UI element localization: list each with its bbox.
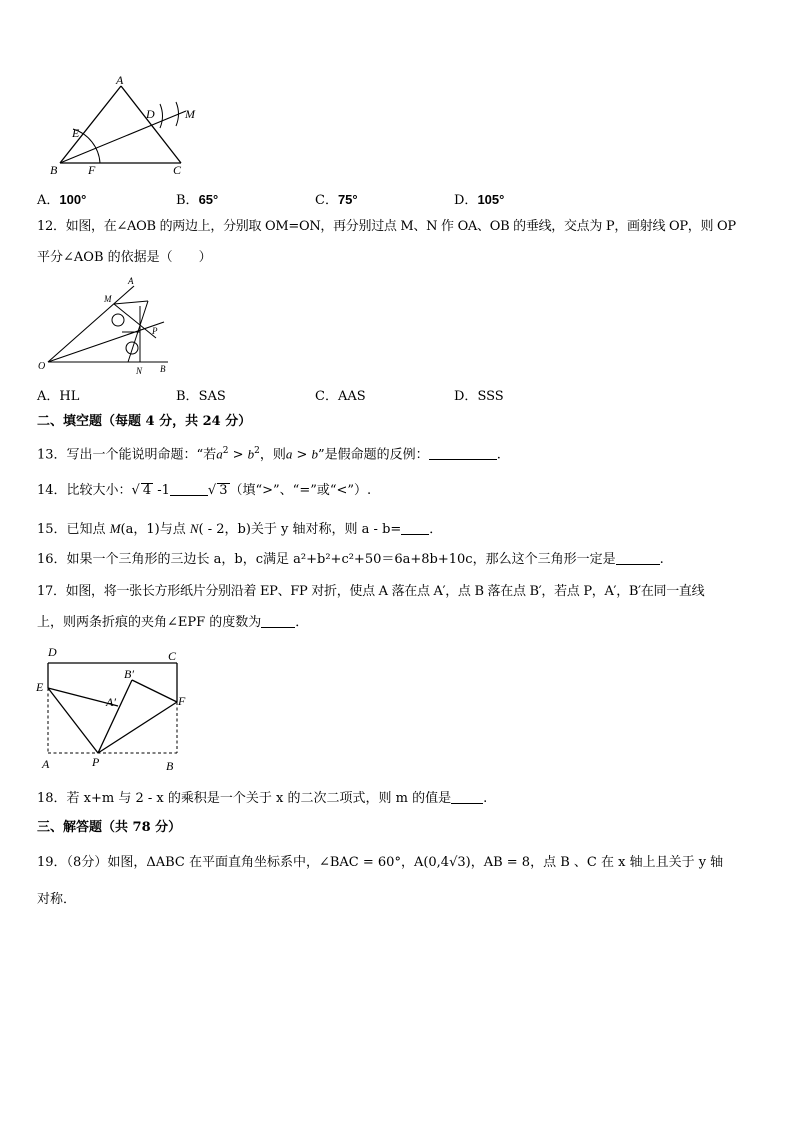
q17-line-2: 上，则两条折痕的夹角∠EPF 的度数为 ． — [37, 615, 309, 630]
q12-line-1: 12．如图，在∠AOB 的两边上，分别取 OM=ON，再分别过点 M、N 作 OA、OB 的垂线，交点为 P，画射线 OP，则 OP — [37, 219, 736, 234]
fig17-label-a: A — [42, 757, 50, 771]
q11-option-c: C．75° — [315, 192, 358, 208]
q11-option-d: D．105° — [454, 192, 505, 208]
section-3-heading: 三、解答题（共 78 分） — [37, 820, 182, 835]
fig17-label-f: F — [178, 694, 186, 708]
q11-option-b: B．65° — [176, 192, 219, 208]
fig11-label-c: C — [173, 163, 182, 177]
q19-line-1: 19．（8分）如图，ΔABC 在平面直角坐标系中，∠BAC = 60°，A(0,4√3)，AB = 8，点 B 、C 在 x 轴上且关于 y 轴 — [37, 855, 724, 870]
fig11-label-b: B — [50, 163, 58, 177]
q12-option-c: C．AAS — [315, 389, 366, 404]
question-13: 13．写出一个能说明命题：“若$a^2 > b^2$，则a > b”是假命题的反例： . — [37, 446, 501, 463]
fig12-label-b: B — [160, 364, 166, 374]
fig11-label-e: E — [72, 126, 80, 140]
fig12-label-m: M — [104, 294, 112, 304]
q11-option-a: A．100° — [37, 192, 87, 208]
q15-answer-blank — [401, 521, 429, 535]
figure-11-triangle — [48, 74, 208, 182]
q16-answer-blank — [616, 551, 660, 565]
figure-12-angle — [36, 276, 176, 378]
figure-17-folded-rectangle — [34, 644, 194, 776]
q12-option-a: A．HL — [37, 389, 80, 404]
fig11-label-a: A — [116, 74, 124, 87]
q19-line-2: 对称． — [37, 892, 77, 907]
q12-option-b: B．SAS — [176, 389, 226, 404]
fig17-label-p: P — [92, 755, 100, 769]
fig11-label-f: F — [88, 163, 96, 177]
q17-line-1: 17．如图，将一张长方形纸片分别沿着 EP、FP 对折，使点 A 落在点 A′，点 B 落在点 B′，若点 P，A′，B′在同一直线 — [37, 584, 705, 599]
fig17-label-b: B — [166, 759, 174, 773]
question-15: 15．已知点 M(a，1)与点 N( - 2，b)关于 y 轴对称，则 a - b= ． — [37, 521, 443, 537]
fig11-label-m: M — [185, 107, 195, 121]
fig17-label-b-prime: B′ — [124, 667, 134, 681]
fig11-label-d: D — [146, 107, 155, 121]
q18-answer-blank — [451, 790, 483, 804]
fig17-label-a-prime: A′ — [106, 695, 116, 709]
fig12-label-p: P — [152, 326, 158, 336]
fig17-label-c: C — [168, 649, 177, 663]
section-2-heading: 二、填空题（每题 4 分，共 24 分） — [37, 414, 252, 429]
q17-answer-blank — [261, 614, 295, 628]
q12-option-d: D．SSS — [454, 389, 504, 404]
fig12-label-o: O — [38, 361, 46, 372]
q12-line-2: 平分∠AOB 的依据是（ ） — [37, 250, 212, 265]
question-16: 16．如果一个三角形的三边长 a，b，c满足 a²+b²+c²+50＝6a+8b+10c，那么这个三角形一定是 . — [37, 552, 664, 567]
question-14: 14．比较大小：√ 4 -1 √ 3 （填“>”、“=”或“<”）. — [37, 483, 372, 498]
q13-answer-blank — [429, 446, 497, 460]
fig17-label-e: E — [36, 680, 44, 694]
fig17-label-d: D — [48, 645, 57, 659]
q14-answer-blank — [170, 482, 208, 496]
question-18: 18．若 x+m 与 2 - x 的乘积是一个关于 x 的二次二项式，则 m 的值是 . — [37, 791, 488, 806]
fig12-label-n: N — [136, 366, 143, 376]
fig12-label-a: A — [128, 276, 134, 286]
